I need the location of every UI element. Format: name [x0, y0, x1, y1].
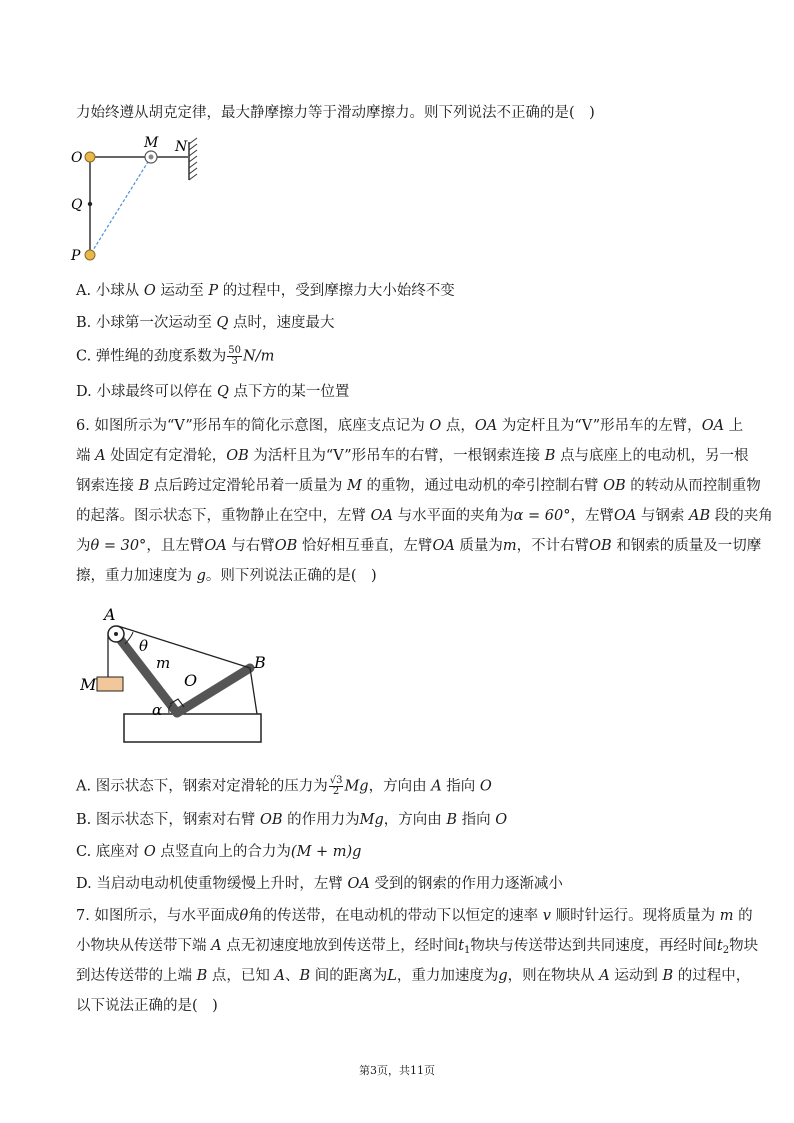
q6-line-5: 为θ = 30°，且左臂OA 与右臂OB 恰好相互垂直，左臂OA 质量为m，不计右臂OB 和钢索的质量及一切摩 — [76, 538, 762, 554]
q7-line-4: 以下说法正确的是( ) — [76, 998, 218, 1014]
label-m-arm: m — [156, 654, 171, 672]
label-b: B — [254, 653, 266, 672]
label-weight-m: M — [80, 675, 97, 694]
q6-line-3: 钢索连接 B 点后跨过定滑轮吊着一质量为 M 的重物，通过电动机的牵引控制右臂 OB 的转动从而控制重物 — [76, 478, 761, 494]
q6-option-d: D. 当启动电动机使重物缓慢上升时，左臂 OA 受到的钢索的作用力逐渐减小 — [76, 876, 563, 892]
point-q — [88, 202, 92, 206]
q5-text-tail: 力始终遵从胡克定律，最大静摩擦力等于滑动摩擦力。则下列说法不正确的是( ) — [76, 105, 595, 121]
weight-m — [97, 677, 123, 691]
q5-option-d: D. 小球最终可以停在 Q 点下方的某一位置 — [76, 384, 350, 400]
q6-line-2: 端 A 处固定有定滑轮，OB 为活杆且为“V”形吊车的右臂，一根钢索连接 B 点与底座上的电动机，另一根 — [76, 448, 749, 464]
fraction-sqrt3-2: $\frac{√3}{2}$ — [329, 775, 343, 797]
q7-line-1: 7. 如图所示，与水平面成θ角的传送带，在电动机的带动下以恒定的速率 v 顺时针运行。现将质量为 m 的 — [76, 908, 753, 924]
figure-spring-rod — [66, 134, 216, 274]
fraction-50-3: $\frac{50}{3}$ — [228, 345, 242, 367]
label-p: P — [71, 248, 81, 264]
pulley-a-axle — [114, 632, 118, 636]
q7-line-2: 小物块从传送带下端 A 点无初速度地放到传送带上，经时间$t_1$物块与传送带达到共同速度，再经时间$t_2$物块 — [76, 938, 759, 956]
ball-o — [85, 152, 95, 162]
q5-option-a: A. 小球从 O 运动至 P 的过程中，受到摩擦力大小始终不变 — [76, 283, 455, 299]
q6-option-a: A. 图示状态下，钢索对定滑轮的压力为 $\frac{√3}{2}$ Mg，方向由 A 指向 O — [76, 775, 492, 797]
q6-line-1: 6. 如图所示为“V”形吊车的简化示意图，底座支点记为 O 点，OA 为定杆且为“V”形吊车的左臂，OA 上 — [76, 418, 744, 434]
wall-hatching — [189, 138, 197, 180]
q6-option-b: B. 图示状态下，钢索对右臂 OB 的作用力为Mg，方向由 B 指向 O — [76, 812, 508, 828]
q5-option-c: C. 弹性绳的劲度系数为 $\frac{50}{3}$ N/m — [76, 345, 275, 367]
ring-m-inner — [149, 155, 154, 160]
cable-b-motor — [250, 668, 257, 714]
angle-theta-arc — [125, 632, 133, 644]
label-alpha: α — [152, 701, 163, 719]
ball-p — [85, 250, 95, 260]
label-n: N — [175, 139, 188, 155]
label-a: A — [104, 606, 116, 624]
label-o: O — [184, 671, 198, 690]
label-m: M — [144, 135, 159, 151]
label-q: Q — [71, 197, 83, 213]
q5-option-b: B. 小球第一次运动至 Q 点时，速度最大 — [76, 315, 335, 331]
elastic-cord — [90, 157, 151, 255]
q6-line-4: 的起落。图示状态下，重物静止在空中，左臂 OA 与水平面的夹角为α = 60°，左臂OA 与钢索 AB 段的夹角 — [76, 508, 773, 524]
q7-line-3: 到达传送带的上端 B 点，已知 A、B 间的距离为L，重力加速度为g，则在物块从 A 运动到 B 的过程中， — [76, 968, 751, 984]
q6-option-c: C. 底座对 O 点竖直向上的合力为(M + m)g — [76, 844, 362, 860]
label-o: O — [71, 150, 83, 166]
q6-line-6: 擦，重力加速度为 g。则下列说法正确的是( ) — [76, 568, 377, 584]
base — [124, 714, 261, 742]
page-footer: 第3页，共11页 — [359, 1064, 435, 1077]
figure-v-crane — [80, 606, 270, 748]
label-theta: θ — [139, 637, 149, 655]
